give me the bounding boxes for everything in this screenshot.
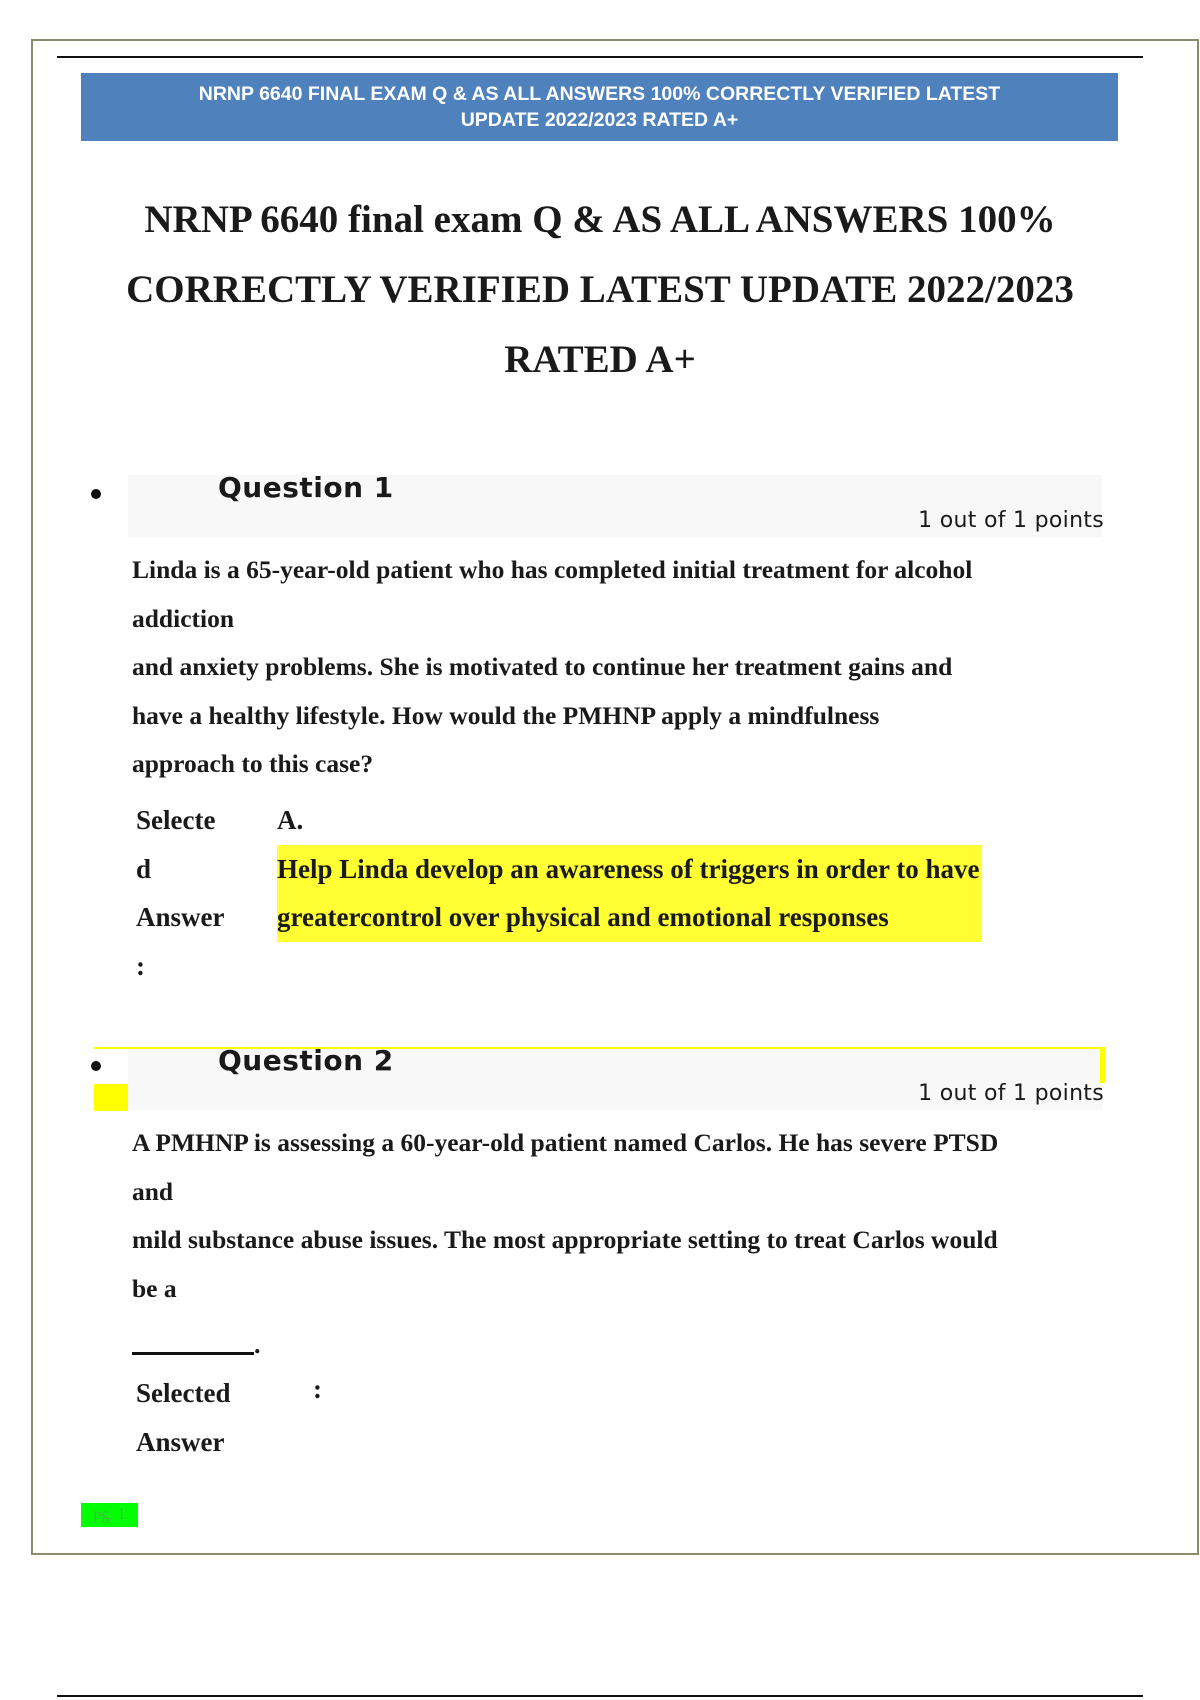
question-1-text-line: approach to this case? [132, 749, 374, 778]
label-line: Answer [136, 902, 225, 932]
question-1-title: Question 1 [218, 471, 394, 504]
question-1-points: 1 out of 1 points [918, 508, 1104, 533]
blank-period: . [254, 1330, 261, 1359]
banner-line-2: UPDATE 2022/2023 RATED A+ [460, 109, 739, 131]
label-line: Answer [136, 1426, 225, 1457]
question-2-text-line: be a [132, 1273, 177, 1303]
question-2-text-line: A PMHNP is assessing a 60-year-old patient named Carlos. He has severe PTSD [132, 1128, 999, 1157]
fill-in-blank [132, 1352, 254, 1355]
answer-line-highlighted: Help Linda develop an awareness of triggers in order to have [277, 845, 982, 894]
question-1-text-line: Linda is a 65-year-old patient who has completed initial treatment for alcohol [132, 555, 973, 584]
question-1-answer [277, 796, 982, 942]
banner-line-1: NRNP 6640 FINAL EXAM Q & AS ALL ANSWERS 100% CORRECTLY VERIFIED LATEST [198, 83, 1001, 105]
answer-line-highlighted: greatercontrol over physical and emotional responses [277, 893, 982, 942]
title-line-1: NRNP 6640 final exam Q & AS ALL ANSWERS 100% [144, 198, 1056, 241]
selected-answer-colon: : [313, 1374, 322, 1404]
bullet-icon [91, 1061, 101, 1071]
question-1-text-line: addiction [132, 603, 235, 633]
question-2-text-line: mild substance abuse issues. The most appropriate setting to treat Carlos would [132, 1225, 998, 1254]
answer-letter: A. [277, 805, 304, 835]
title-line-3: RATED A+ [504, 338, 696, 381]
bottom-rule [57, 1695, 1143, 1697]
question-1-text [132, 546, 1122, 789]
question-2-text-line: and [132, 1176, 174, 1206]
title-line-2: CORRECTLY VERIFIED LATEST UPDATE 2022/2023 [126, 268, 1074, 311]
label-line: Selected [136, 1378, 231, 1408]
label-line: : [136, 950, 145, 981]
question-2-selected-answer-label [136, 1369, 230, 1466]
document-title [70, 185, 1130, 395]
label-line: Selecte [136, 805, 216, 835]
question-1-selected-answer-label [136, 796, 225, 990]
highlight-marker [94, 1084, 128, 1111]
question-2-text [132, 1119, 1122, 1313]
header-banner [81, 73, 1118, 141]
question-1-text-line: and anxiety problems. She is motivated to continue her treatment gains and [132, 652, 953, 681]
highlight-marker [1100, 1047, 1105, 1083]
bullet-icon [91, 489, 101, 499]
question-2-points: 1 out of 1 points [918, 1081, 1104, 1106]
label-line: d [136, 853, 152, 884]
top-rule [57, 56, 1143, 58]
question-1-text-line: have a healthy lifestyle. How would the PMHNP apply a mindfulness [132, 700, 880, 730]
question-2-title: Question 2 [218, 1044, 394, 1077]
page-number-tag: pg. 1 [81, 1503, 138, 1527]
